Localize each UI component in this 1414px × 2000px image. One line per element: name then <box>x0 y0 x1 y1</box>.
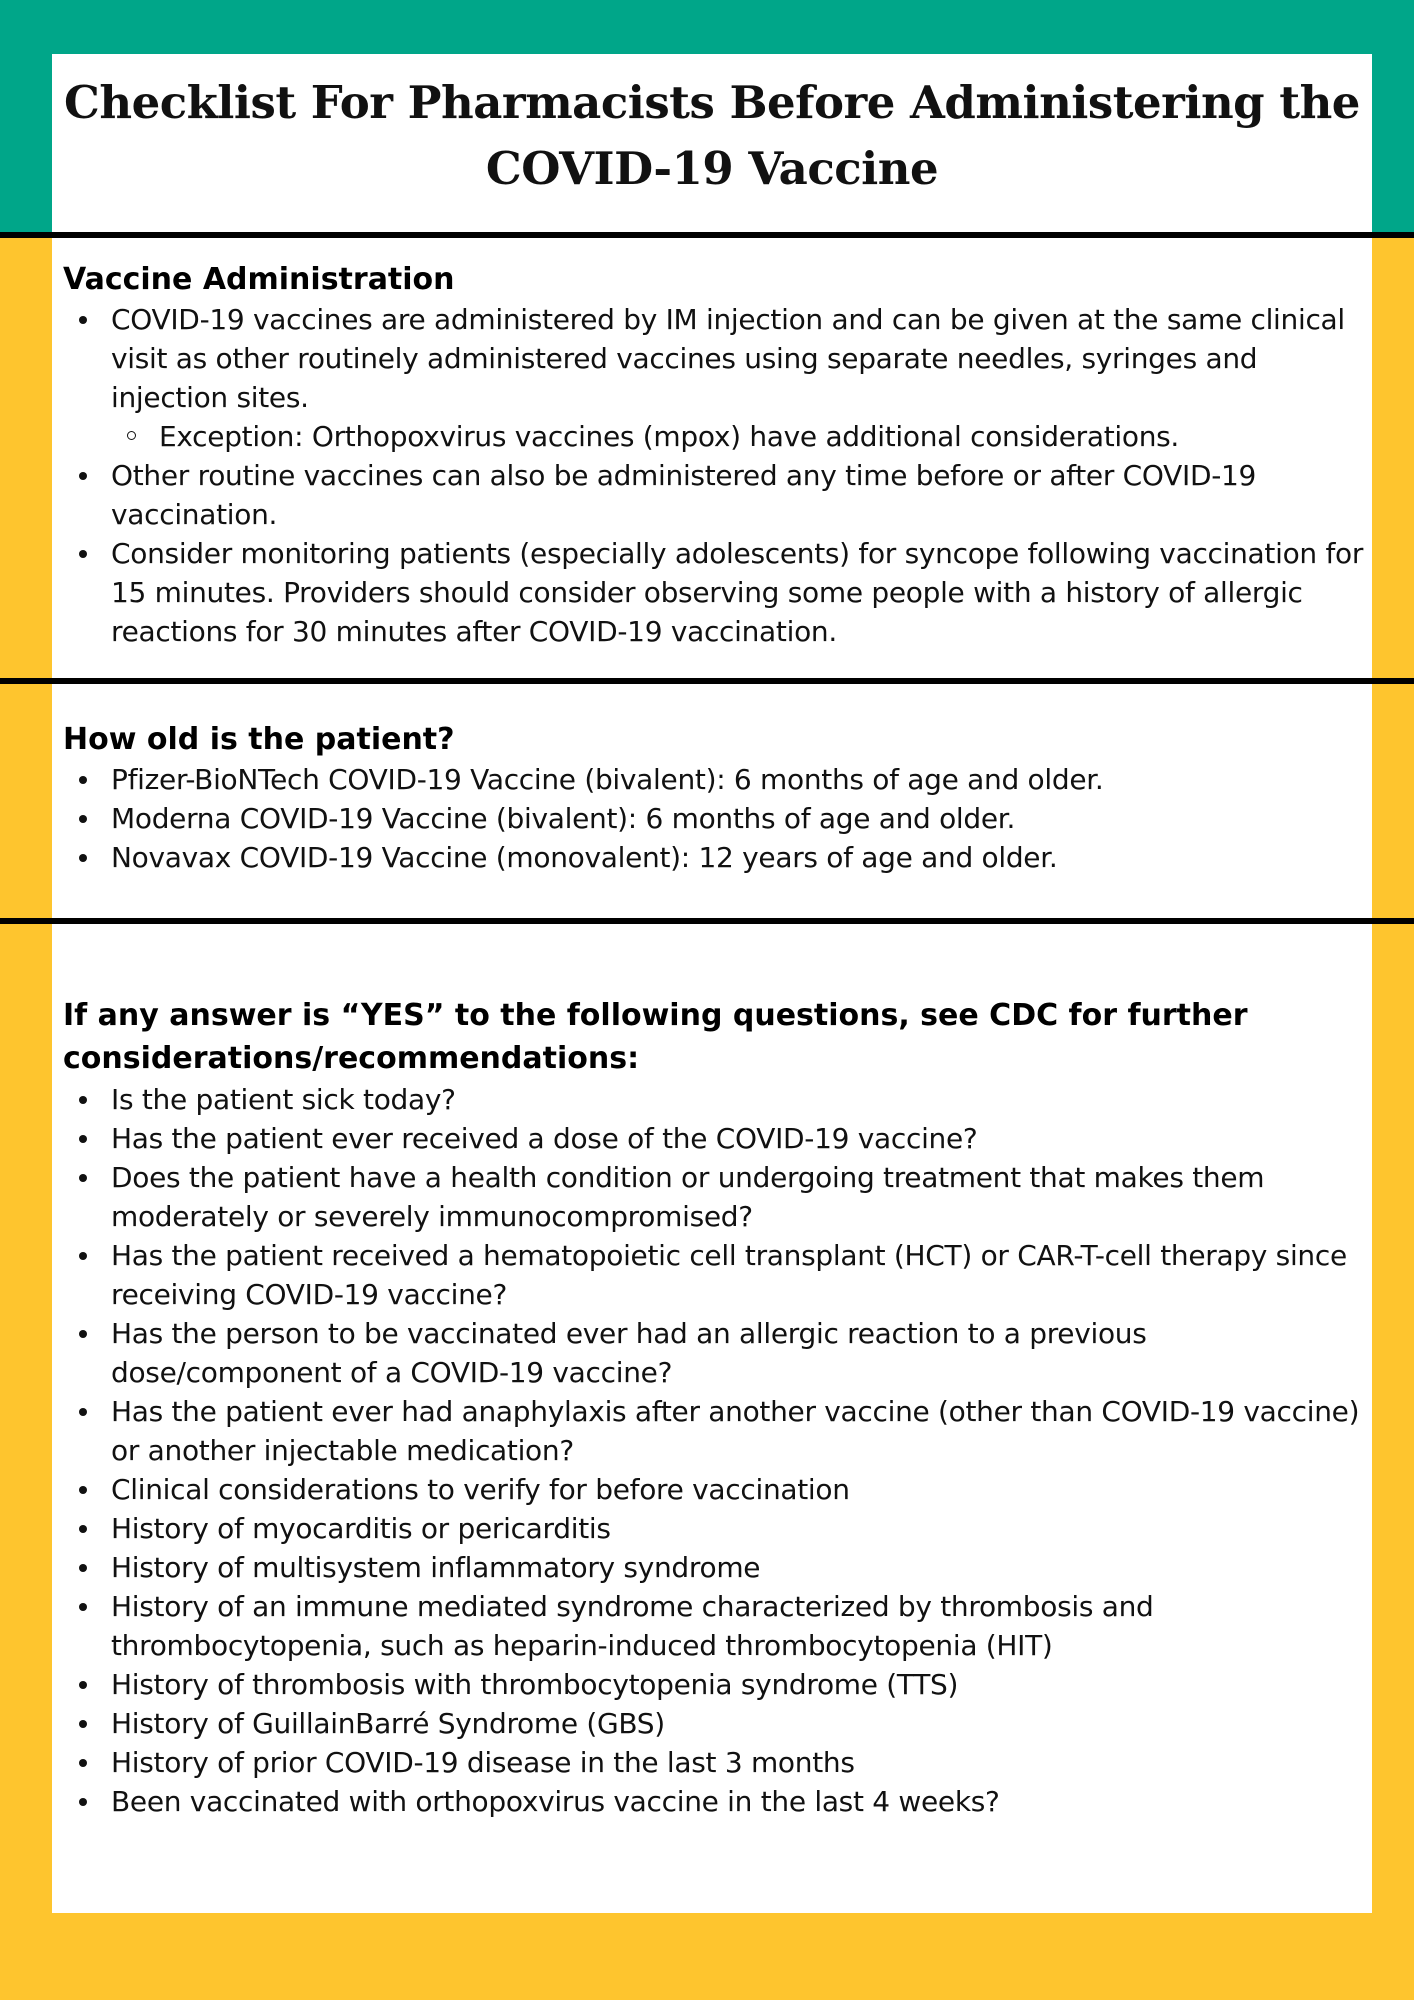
list-item: Other routine vaccines can also be administered any time before or after COVID-19 vaccination. <box>63 456 1373 534</box>
list-item: Moderna COVID-19 Vaccine (bivalent): 6 months of age and older. <box>63 799 1373 838</box>
list-item: Pfizer-BioNTech COVID-19 Vaccine (bivalent): 6 months of age and older. <box>63 760 1373 799</box>
list-item: Consider monitoring patients (especially adolescents) for syncope following vaccination for 15 minutes. Providers should consider observing some people with a history of allergic reactions for 30 minutes after COVID-19 vaccination. <box>63 534 1373 651</box>
section-screening-questions <box>63 994 1373 1821</box>
sub-list-item: Exception: Orthopoxvirus vaccines (mpox) have additional considerations. <box>111 417 1373 456</box>
section-patient-age <box>63 720 1373 877</box>
list-item: History of myocarditis or pericarditis <box>63 1509 1373 1548</box>
list-item-text: COVID-19 vaccines are administered by IM injection and can be given at the same clinical visit as other routinely administered vaccines using separate needles, syringes and injection sites. <box>111 303 1345 414</box>
sub-bullet-list <box>111 417 1373 456</box>
list-item: Been vaccinated with orthopoxvirus vaccine in the last 4 weeks? <box>63 1782 1373 1821</box>
section-heading: Vaccine Administration <box>63 262 455 297</box>
list-item: Does the patient have a health condition or undergoing treatment that makes them moderately or severely immunocompromised? <box>63 1158 1373 1236</box>
list-item: Has the patient ever had anaphylaxis after another vaccine (other than COVID-19 vaccine) or another injectable medication? <box>63 1392 1373 1470</box>
divider-line <box>0 918 1414 924</box>
list-item: History of an immune mediated syndrome characterized by thrombosis and thrombocytopenia, such as heparin-induced thrombocytopenia (HIT) <box>63 1587 1373 1665</box>
list-item: Clinical considerations to verify for before vaccination <box>63 1470 1373 1509</box>
list-item: History of prior COVID-19 disease in the last 3 months <box>63 1743 1373 1782</box>
section-heading: If any answer is “YES” to the following questions, see CDC for further considerations/recommendations: <box>63 998 1248 1076</box>
list-item: Is the patient sick today? <box>63 1080 1373 1119</box>
list-item: History of multisystem inflammatory syndrome <box>63 1548 1373 1587</box>
page-title: Checklist For Pharmacists Before Administering the COVID-19 Vaccine <box>64 76 1360 195</box>
divider-line <box>0 678 1414 684</box>
bullet-list <box>63 1080 1373 1821</box>
list-item: Novavax COVID-19 Vaccine (monovalent): 12 years of age and older. <box>63 838 1373 877</box>
list-item <box>63 300 1373 456</box>
list-item: History of GuillainBarré Syndrome (GBS) <box>63 1704 1373 1743</box>
list-item: Has the patient received a hematopoietic cell transplant (HCT) or CAR-T-cell therapy since receiving COVID-19 vaccine? <box>63 1236 1373 1314</box>
list-item: History of thrombosis with thrombocytopenia syndrome (TTS) <box>63 1665 1373 1704</box>
bullet-list <box>63 760 1373 877</box>
bullet-list <box>63 300 1373 651</box>
divider-line <box>0 232 1414 238</box>
list-item: Has the patient ever received a dose of the COVID-19 vaccine? <box>63 1119 1373 1158</box>
list-item: Has the person to be vaccinated ever had an allergic reaction to a previous dose/component of a COVID-19 vaccine? <box>63 1314 1373 1392</box>
section-heading: How old is the patient? <box>63 722 455 757</box>
section-vaccine-administration <box>63 260 1373 651</box>
